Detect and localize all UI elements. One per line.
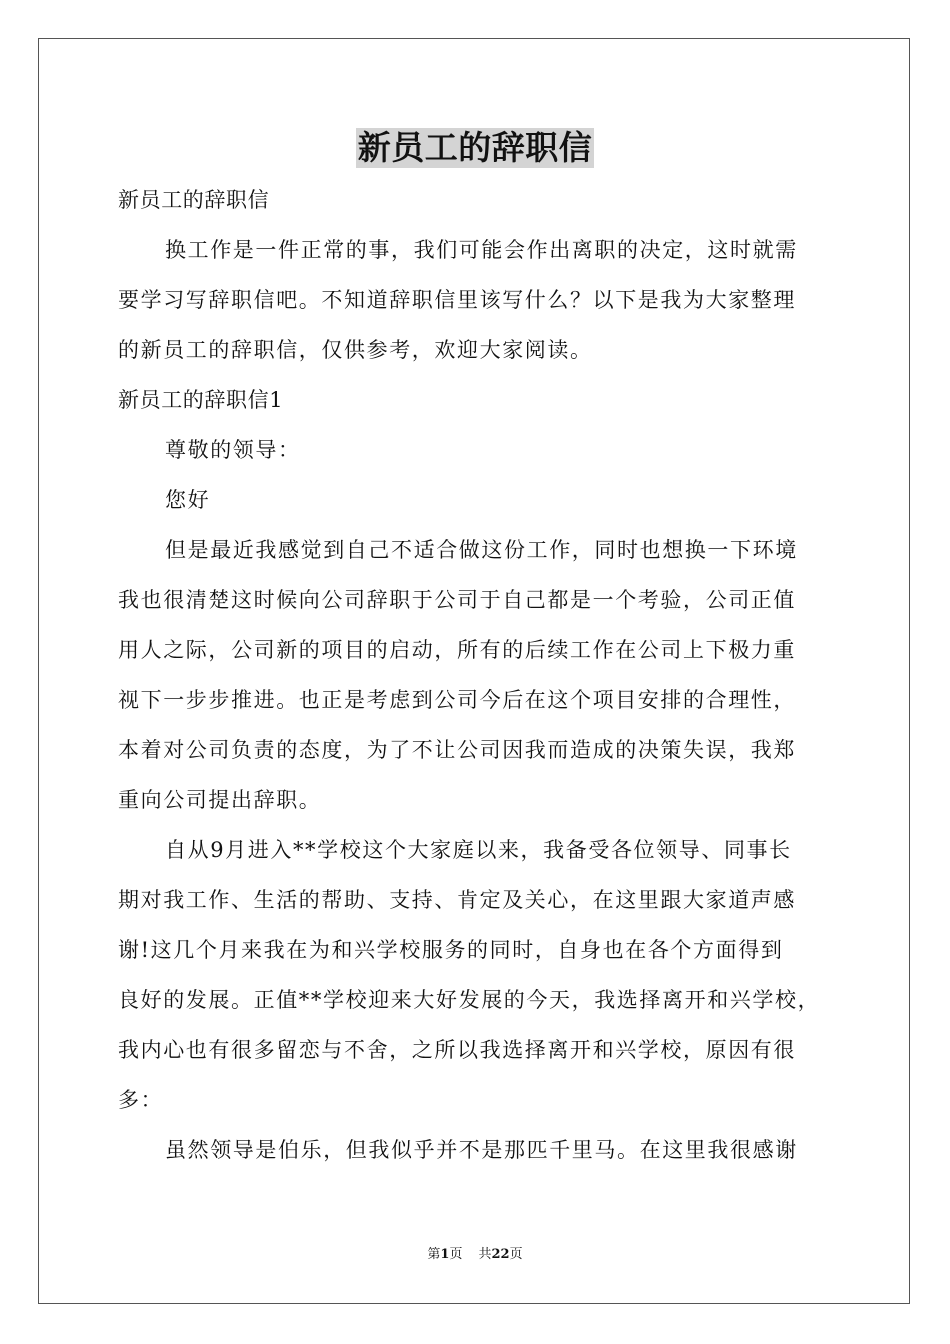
body-line: 谢!这几个月来我在为和兴学校服务的同时，自身也在各个方面得到 — [118, 938, 784, 962]
body-line: 要学习写辞职信吧。不知道辞职信里该写什么？以下是我为大家整理 — [118, 288, 796, 312]
document-title-text: 新员工的辞职信 — [357, 128, 593, 167]
footer-page-mid: 页 — [449, 1247, 463, 1262]
letter-heading: 新员工的辞职信1 — [118, 388, 284, 412]
salutation-line: 尊敬的领导： — [165, 438, 301, 462]
page-border — [38, 38, 910, 1304]
body-line: 的新员工的辞职信，仅供参考，欢迎大家阅读。 — [118, 338, 593, 362]
body-line: 用人之际，公司新的项目的启动，所有的后续工作在公司上下极力重 — [118, 638, 796, 662]
body-line: 良好的发展。正值**学校迎来大好发展的今天，我选择离开和兴学校， — [118, 988, 821, 1012]
page-footer — [0, 1246, 950, 1264]
document-title — [0, 128, 950, 168]
footer-total-suffix: 页 — [509, 1247, 523, 1262]
footer-total-pages: 22 — [491, 1247, 510, 1262]
body-line: 但是最近我感觉到自己不适合做这份工作，同时也想换一下环境 — [165, 538, 798, 562]
body-line: 换工作是一件正常的事，我们可能会作出离职的决定，这时就需 — [165, 238, 798, 262]
body-line: 多： — [118, 1088, 164, 1112]
footer-current-page: 1 — [440, 1247, 450, 1262]
body-line: 重向公司提出辞职。 — [118, 788, 322, 812]
body-line: 我内心也有很多留恋与不舍，之所以我选择离开和兴学校，原因有很 — [118, 1038, 796, 1062]
body-line: 视下一步步推进。也正是考虑到公司今后在这个项目安排的合理性， — [118, 688, 796, 712]
body-line: 我也很清楚这时候向公司辞职于公司于自己都是一个考验，公司正值 — [118, 588, 796, 612]
footer-total-prefix: 共 — [478, 1247, 492, 1262]
footer-page-prefix: 第 — [427, 1247, 441, 1262]
greeting-line: 您好 — [165, 488, 211, 512]
body-line: 虽然领导是伯乐，但我似乎并不是那匹千里马。在这里我很感谢 — [165, 1138, 798, 1162]
body-line: 期对我工作、生活的帮助、支持、肯定及关心，在这里跟大家道声感 — [118, 888, 796, 912]
subtitle-line: 新员工的辞职信 — [118, 188, 270, 212]
body-line: 本着对公司负责的态度，为了不让公司因我而造成的决策失误，我郑 — [118, 738, 796, 762]
body-line: 自从9月进入**学校这个大家庭以来，我备受各位领导、同事长 — [165, 838, 792, 862]
